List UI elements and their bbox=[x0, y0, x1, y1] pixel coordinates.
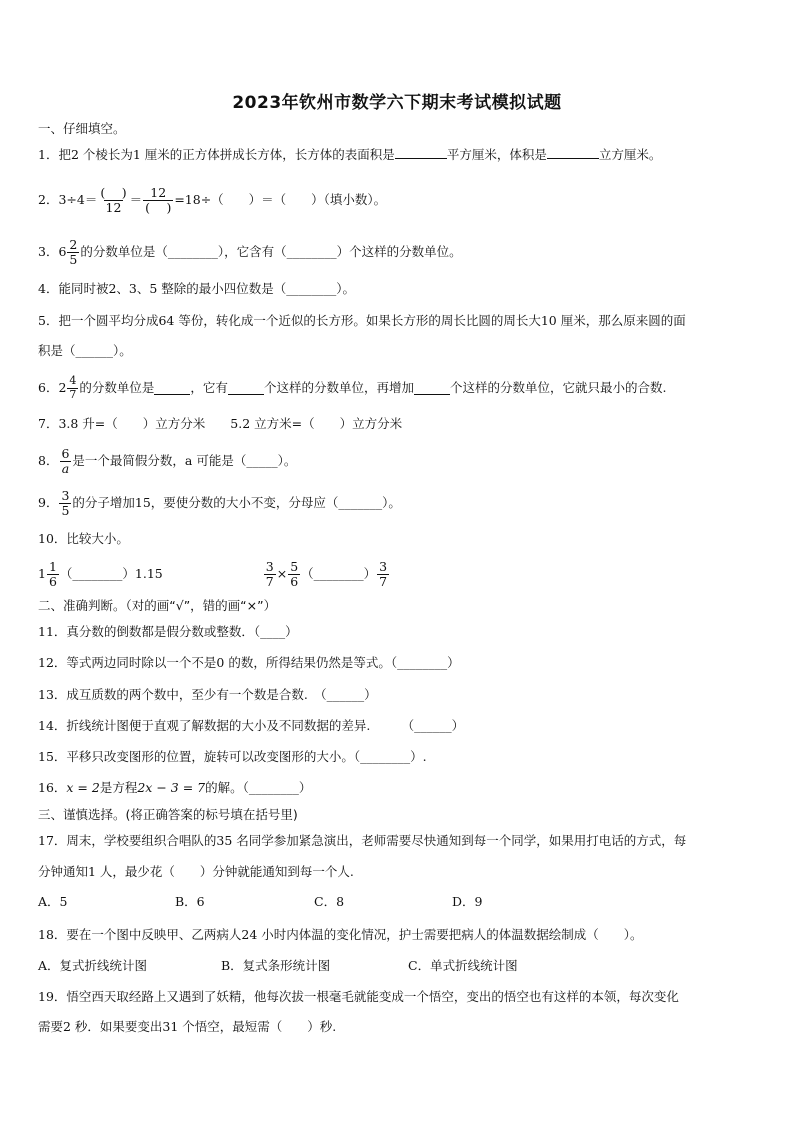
question-10-items: 1 $\frac{1}{6}$ （________）1.15 $\frac{3}{7}$ × $\frac{5}{6}$ （________） $\frac{3}{7}$ bbox=[38, 558, 388, 589]
option-c[interactable]: C．单式折线统计图 bbox=[408, 958, 518, 973]
answer-blank[interactable] bbox=[414, 382, 450, 395]
question-17-line-1: 17．周末，学校要组织合唱队的35 名同学参加紧急演出，老师需要尽快通知到每一个同学，如果用打电话的方式，每 bbox=[38, 833, 687, 848]
question-14: 14．折线统计图便于直观了解数据的大小及不同数据的差异. （______） bbox=[38, 718, 465, 733]
option-b[interactable]: B．复式条形统计图 bbox=[221, 958, 331, 973]
fraction: $\frac{4}{7}$ bbox=[69, 374, 77, 401]
question-8: 8． $\frac{6}{a}$ 是一个最简假分数，a 可能是（_____）。 bbox=[38, 445, 297, 476]
fraction: $\frac{3}{7}$ bbox=[379, 558, 388, 589]
section-2-heading: 二、准确判断。（对的画“√”，错的画“×”） bbox=[38, 598, 277, 613]
answer-blank[interactable] bbox=[228, 382, 264, 395]
fraction: $\frac{5}{6}$ bbox=[290, 558, 299, 589]
option-b[interactable]: B．6 bbox=[175, 894, 205, 909]
question-9: 9． $\frac{3}{5}$ 的分子增加15，要使分数的大小不变，分母应（_______）。 bbox=[38, 487, 401, 518]
option-d[interactable]: D．9 bbox=[452, 894, 483, 909]
question-18: 18．要在一个图中反映甲、乙两病人24 小时内体温的变化情况，护士需要把病人的体温数据绘制成（ ）。 bbox=[38, 927, 643, 942]
question-19-line-2: 需要2 秒．如果要变出31 个悟空，最短需（ ）秒. bbox=[38, 1019, 337, 1034]
question-15: 15．平移只改变图形的位置，旋转可以改变图形的大小。（________）. bbox=[38, 749, 427, 764]
question-7: 7．3.8 升=（ ）立方分米 5.2 立方米=（ ）立方分米 bbox=[38, 416, 403, 431]
page-title: 2023年钦州市数学六下期末考试模拟试题 bbox=[232, 93, 562, 113]
question-1: 1．把2 个棱长为1 厘米的正方体拼成长方体，长方体的表面积是 平方厘米，体积是 立方厘米。 bbox=[38, 147, 662, 162]
mixed-number: 1 $\frac{1}{6}$ bbox=[38, 558, 57, 589]
fraction: $\frac{3}{5}$ bbox=[61, 487, 70, 518]
question-13: 13．成互质数的两个数中，至少有一个数是合数. （______） bbox=[38, 687, 377, 702]
fraction: $\frac{3}{7}$ bbox=[265, 558, 274, 589]
fraction: $\frac{( )}{12}$ bbox=[100, 184, 127, 215]
answer-blank[interactable] bbox=[547, 146, 599, 159]
question-17-line-2: 分钟通知1 人，最少花（ ）分钟就能通知到每一个人. bbox=[38, 864, 354, 879]
question-5-line-2: 积是（______）。 bbox=[38, 343, 132, 358]
question-19-line-1: 19．悟空西天取经路上又遇到了妖精，他每次拔一根毫毛就能变成一个悟空，变出的悟空也有这样的本领，每次变化 bbox=[38, 989, 679, 1004]
question-12: 12．等式两边同时除以一个不是0 的数，所得结果仍然是等式。（________） bbox=[38, 655, 460, 670]
answer-blank[interactable] bbox=[395, 146, 447, 159]
question-6: 6．2 $\frac{4}{7}$ 的分数单位是 ，它有 个这样的分数单位，再增加 个这样的分数单位，它就只最小的合数. bbox=[38, 374, 667, 401]
option-a[interactable]: A．复式折线统计图 bbox=[38, 958, 148, 973]
section-1-heading: 一、仔细填空。 bbox=[38, 121, 126, 136]
question-4: 4．能同时被2、3、5 整除的最小四位数是（________）。 bbox=[38, 281, 356, 296]
fraction: $\frac{12}{( )}$ bbox=[145, 184, 172, 215]
question-11: 11．真分数的倒数都是假分数或整数．（____） bbox=[38, 624, 298, 639]
option-a[interactable]: A．5 bbox=[38, 894, 68, 909]
option-c[interactable]: C．8 bbox=[314, 894, 345, 909]
fraction: $\frac{6}{a}$ bbox=[61, 445, 70, 476]
question-3: 3．6 $\frac{2}{5}$ 的分数单位是（________），它含有（________）个这样的分数单位。 bbox=[38, 236, 462, 267]
question-16: 16．x = 2是方程2x − 3 = 7的解。（________） bbox=[38, 780, 312, 795]
section-3-heading: 三、谨慎选择。(将正确答案的标号填在括号里) bbox=[38, 807, 298, 822]
fraction: $\frac{1}{6}$ bbox=[48, 558, 57, 589]
question-10-label: 10．比较大小。 bbox=[38, 531, 129, 546]
answer-blank[interactable] bbox=[154, 382, 190, 395]
question-2: 2．3÷4＝ $\frac{( )}{12}$ ＝ $\frac{12}{( )}$ =18÷（ ）＝（ ）（填小数）。 bbox=[38, 184, 387, 215]
question-5-line-1: 5．把一个圆平均分成64 等份，转化成一个近似的长方形。如果长方形的周长比圆的周长大10 厘米，那么原来圆的面 bbox=[38, 313, 686, 328]
fraction: $\frac{2}{5}$ bbox=[69, 236, 78, 267]
